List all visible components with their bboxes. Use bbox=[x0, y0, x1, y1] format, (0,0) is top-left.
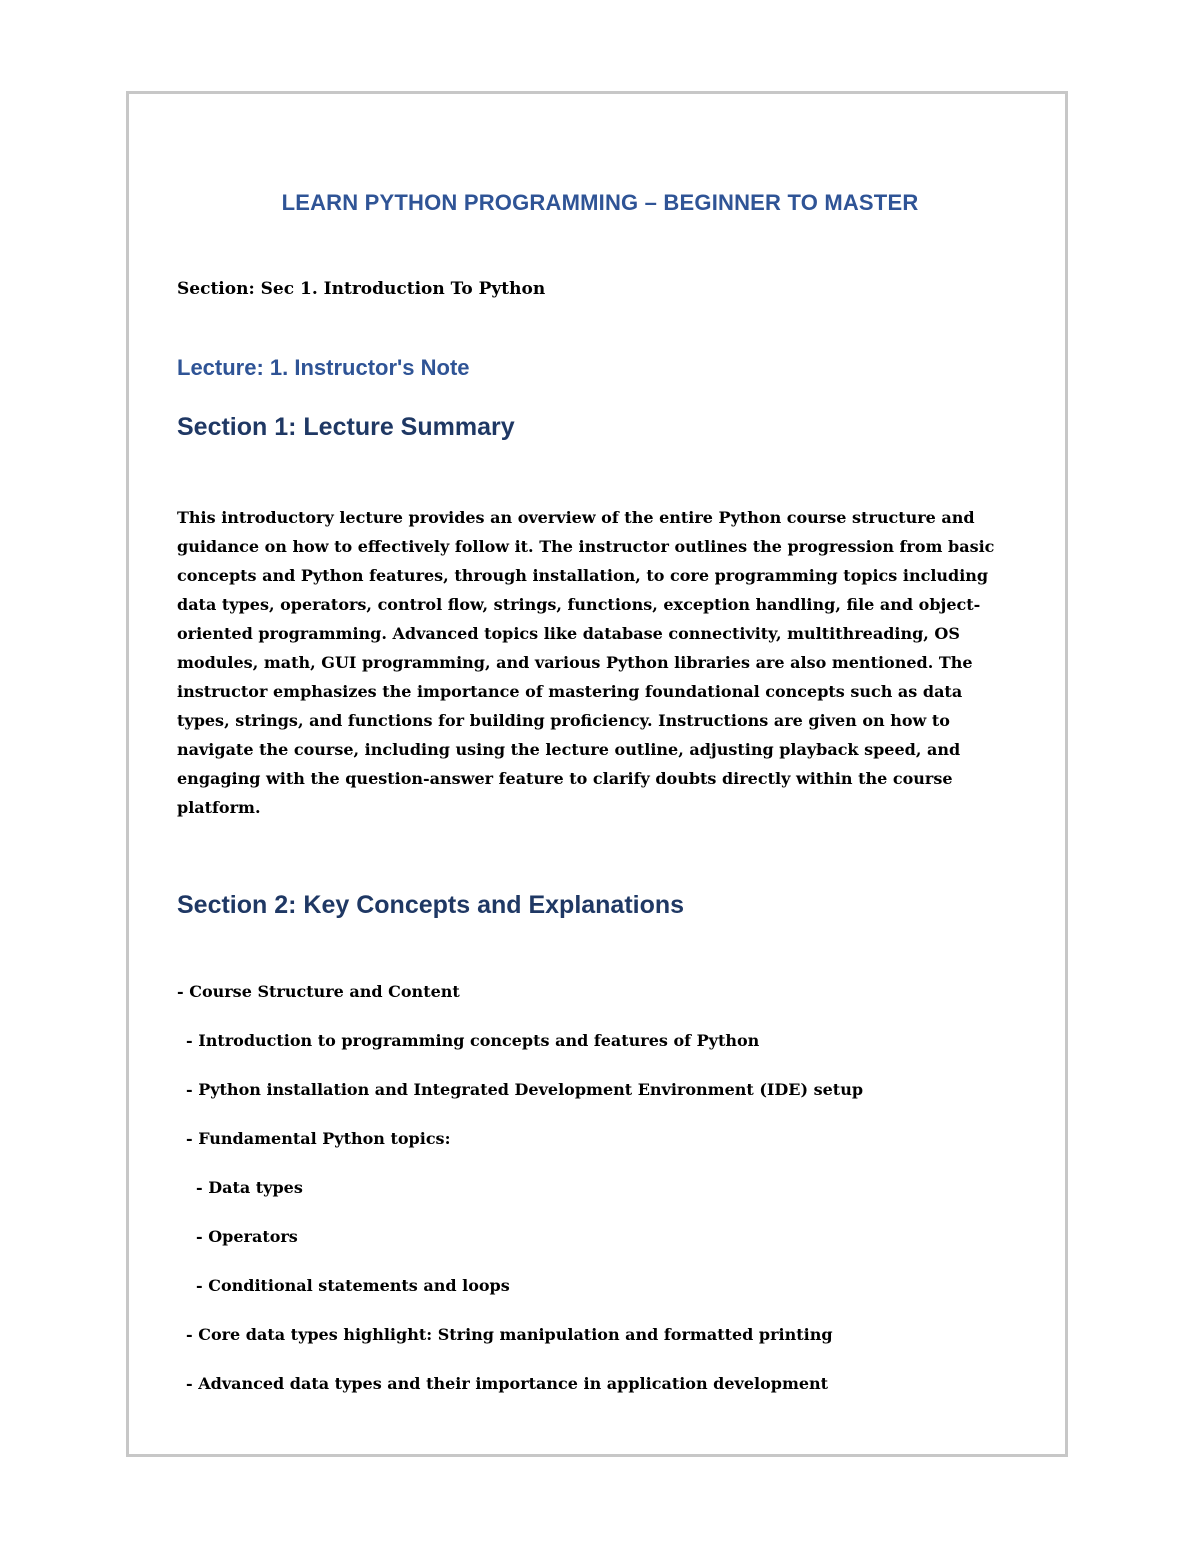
lecture-summary-paragraph: This introductory lecture provides an overview of the entire Python course structure and guidance on how to effectively follow it. The instructor outlines the progression from basic concepts and Python features, through installation, to core programming topics including data types, operators, control flow, strings, functions, exception handling, file and object-oriented programming. Advanced topics like database connectivity, multithreading, OS modules, math, GUI programming, and various Python libraries are also mentioned. The instructor emphasizes the importance of mastering foundational concepts such as data types, strings, and functions for building proficiency. Instructions are given on how to navigate the course, including using the lecture outline, adjusting playback speed, and engaging with the question-answer feature to clarify doubts directly within the course platform. bbox=[177, 508, 995, 817]
list-item: - Data types bbox=[196, 1178, 303, 1197]
list-item: - Course Structure and Content bbox=[177, 982, 460, 1001]
lecture-heading: Lecture: 1. Instructor's Note bbox=[177, 355, 470, 380]
section1-heading: Section 1: Lecture Summary bbox=[177, 413, 515, 441]
list-item: - Introduction to programming concepts and features of Python bbox=[186, 1031, 760, 1050]
list-item: - Conditional statements and loops bbox=[196, 1276, 510, 1295]
list-item: - Advanced data types and their importance in application development bbox=[186, 1374, 829, 1393]
list-item: - Core data types highlight: String manipulation and formatted printing bbox=[186, 1325, 833, 1344]
document-title: LEARN PYTHON PROGRAMMING – BEGINNER TO MASTER bbox=[281, 190, 919, 215]
list-item: - Fundamental Python topics: bbox=[186, 1129, 451, 1148]
section-line: Section: Sec 1. Introduction To Python bbox=[177, 279, 546, 299]
list-item: - Operators bbox=[196, 1227, 298, 1246]
list-item: - Python installation and Integrated Development Environment (IDE) setup bbox=[186, 1080, 864, 1099]
key-concepts-list bbox=[177, 980, 1017, 1421]
section2-heading: Section 2: Key Concepts and Explanations bbox=[177, 891, 685, 919]
